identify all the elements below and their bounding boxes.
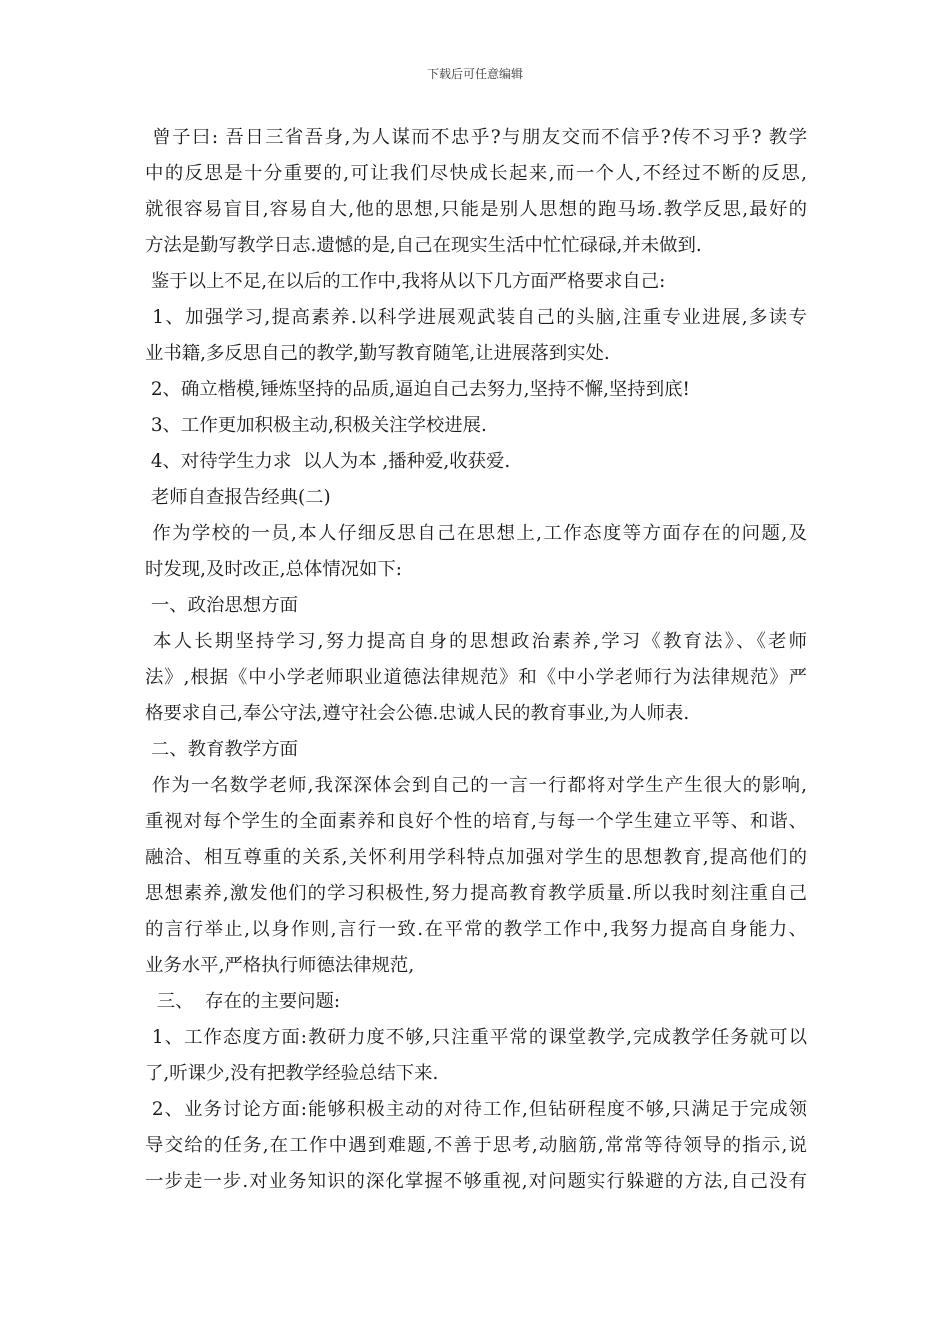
text-line: 融洽、相互尊重的关系,关怀利用学科特点加强对学生的思想教育,提高他们的 — [145, 847, 807, 868]
text-line: 作为学校的一员,本人仔细反思自己在思想上,工作态度等方面存在的问题,及 — [145, 523, 807, 544]
text-line: 鉴于以上不足,在以后的工作中,我将从以下几方面严格要求自己: — [145, 271, 666, 292]
section-heading: 三、 存在的主要问题: — [145, 991, 341, 1012]
text-line: 的言行举止,以身作则,言行一致.在平常的教学工作中,我努力提高自身能力、 — [145, 919, 807, 940]
page-header: 下载后可任意编辑 — [426, 67, 523, 81]
text-line: 1、加强学习,提高素养.以科学进展观武装自己的头脑,注重专业进展,多读专 — [145, 307, 807, 328]
text-line: 2、业务讨论方面:能够积极主动的对待工作,但钻研程度不够,只满足于完成领 — [145, 1099, 807, 1120]
text-line: 一步走一步.对业务知识的深化掌握不够重视,对问题实行躲避的方法,自己没有 — [145, 1171, 807, 1192]
text-line: 2、确立楷模,锤炼坚持的品质,逼迫自己去努力,坚持不懈,坚持到底! — [145, 379, 690, 400]
text-line: 了,听课少,没有把教学经验总结下来. — [145, 1063, 439, 1084]
text-line: 时发现,及时改正,总体情况如下: — [145, 559, 402, 580]
section-title: 老师自查报告经典(二) — [145, 487, 331, 508]
text-line: 格要求自己,奉公守法,遵守社会公德.忠诚人民的教育事业,为人师表. — [145, 703, 690, 724]
section-heading: 二、教育教学方面 — [145, 739, 298, 760]
document-body — [145, 120, 807, 1200]
text-line: 3、工作更加积极主动,积极关注学校进展. — [145, 415, 487, 436]
text-line: 业书籍,多反思自己的教学,勤写教育随笔,让进展落到实处. — [145, 343, 610, 364]
text-line: 方法是勤写教学日志.遗憾的是,自己在现实生活中忙忙碌碌,并未做到. — [145, 235, 702, 256]
text-line: 就很容易盲目,容易自大,他的思想,只能是别人思想的跑马场.教学反思,最好的 — [145, 199, 807, 220]
text-line: 本人长期坚持学习,努力提高自身的思想政治素养,学习《教育法》、《老师 — [145, 631, 807, 652]
text-line: 重视对每个学生的全面素养和良好个性的培育,与每一个学生建立平等、和谐、 — [145, 811, 807, 832]
text-line: 思想素养,激发他们的学习积极性,努力提高教育教学质量.所以我时刻注重自己 — [145, 883, 807, 904]
text-line: 曾子曰: 吾日三省吾身,为人谋而不忠乎?与朋友交而不信乎?传不习乎? 教学 — [145, 127, 807, 148]
text-line: 业务水平,严格执行师德法律规范, — [145, 955, 415, 976]
text-line: 法》,根据《中小学老师职业道德法律规范》和《中小学老师行为法律规范》严 — [145, 667, 807, 688]
text-line: 导交给的任务,在工作中遇到难题,不善于思考,动脑筋,常常等待领导的指示,说 — [145, 1135, 807, 1156]
section-heading: 一、政治思想方面 — [145, 595, 298, 616]
text-line: 1、工作态度方面:教研力度不够,只注重平常的课堂教学,完成教学任务就可以 — [145, 1027, 807, 1048]
text-line: 中的反思是十分重要的,可让我们尽快成长起来,而一个人,不经过不断的反思, — [145, 163, 807, 184]
text-line: 4、对待学生力求 以人为本 ,播种爱,收获爱. — [145, 451, 511, 472]
text-line: 作为一名数学老师,我深深体会到自己的一言一行都将对学生产生很大的影响, — [145, 775, 807, 796]
